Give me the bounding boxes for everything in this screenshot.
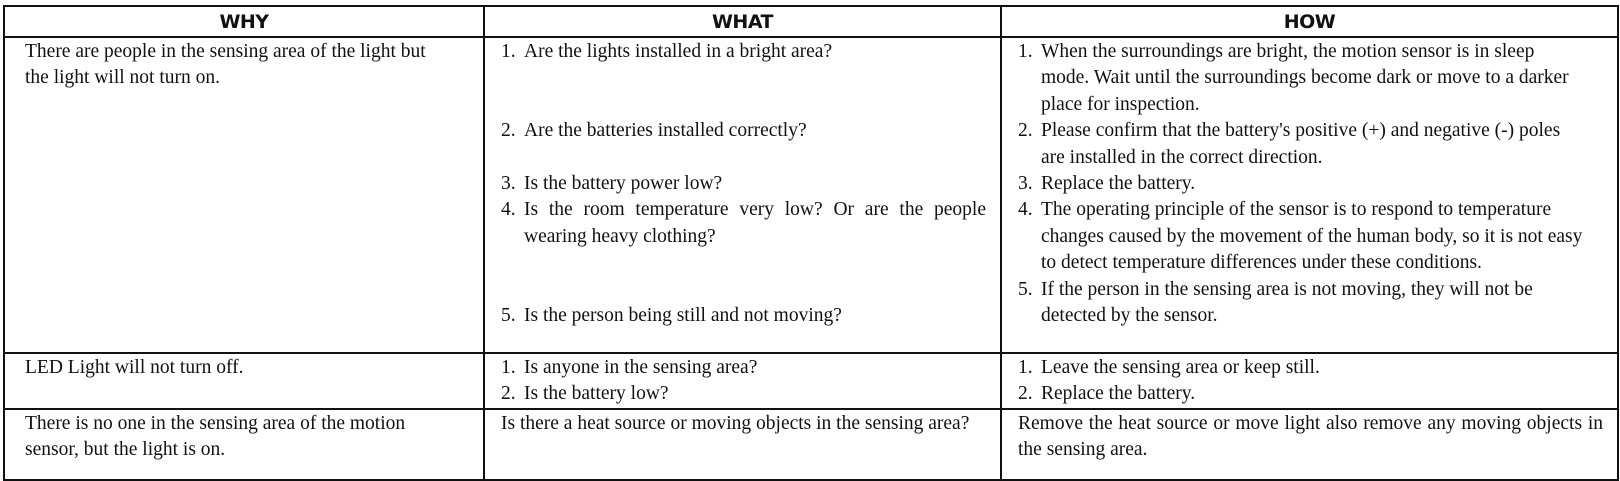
check-item bbox=[501, 118, 986, 144]
item-text: Is the battery power low? bbox=[524, 173, 723, 194]
symptom-text: There is no one in the sensing area of the motion sensor, but the light is on. bbox=[25, 412, 406, 461]
why-cell bbox=[4, 353, 484, 409]
solution-item bbox=[1018, 197, 1603, 276]
solution-item bbox=[1018, 39, 1603, 118]
check-item bbox=[501, 171, 986, 197]
why-cell bbox=[4, 409, 484, 480]
check-item bbox=[501, 381, 986, 407]
header-what: WHAT bbox=[484, 6, 1001, 37]
item-number: 3. bbox=[501, 173, 516, 194]
item-number: 2. bbox=[501, 120, 516, 142]
what-cell bbox=[484, 37, 1001, 353]
solution-text: Remove the heat source or move light also remove any moving objects in the sensing area. bbox=[1018, 412, 1603, 461]
header-how: HOW bbox=[1001, 6, 1618, 37]
solution-item bbox=[1018, 381, 1603, 407]
how-cell bbox=[1001, 353, 1618, 409]
item-number: 1. bbox=[501, 41, 516, 62]
how-cell bbox=[1001, 409, 1618, 480]
item-number: 2. bbox=[1018, 383, 1033, 405]
what-cell bbox=[484, 409, 1001, 480]
troubleshooting-table bbox=[3, 5, 1619, 481]
symptom-text: LED Light will not turn off. bbox=[25, 357, 244, 378]
check-item bbox=[501, 303, 986, 329]
item-text: Replace the battery. bbox=[1041, 383, 1196, 405]
item-text: When the surroundings are bright, the motion sensor is in sleep mode. Wait until the surroundings become dark or move to a darker place for inspection. bbox=[1041, 41, 1569, 115]
table-row bbox=[4, 353, 1618, 409]
check-item bbox=[501, 39, 986, 65]
table-row bbox=[4, 37, 1618, 353]
item-number: 3. bbox=[1018, 173, 1033, 195]
item-number: 1. bbox=[501, 357, 516, 378]
how-cell bbox=[1001, 37, 1618, 353]
item-text: Is the battery low? bbox=[524, 383, 669, 405]
solution-item bbox=[1018, 171, 1603, 197]
header-row bbox=[4, 6, 1618, 37]
item-text: Replace the battery. bbox=[1041, 173, 1196, 195]
solution-item bbox=[1018, 118, 1603, 171]
table-row bbox=[4, 409, 1618, 480]
item-text: Is the room temperature very low? Or are the people wearing heavy clothing? bbox=[524, 199, 986, 247]
item-text: The operating principle of the sensor is to respond to temperature changes caused by the movement of the human body, so it is not easy to detect temperature differences under these conditions. bbox=[1041, 199, 1583, 274]
item-number: 4. bbox=[501, 199, 516, 221]
check-item bbox=[501, 197, 986, 250]
item-text: Leave the sensing area or keep still. bbox=[1041, 357, 1320, 378]
item-number: 1. bbox=[1018, 41, 1033, 62]
item-number: 5. bbox=[1018, 278, 1033, 300]
why-cell bbox=[4, 37, 484, 353]
item-number: 5. bbox=[501, 305, 516, 327]
solution-item bbox=[1018, 277, 1603, 330]
item-text: If the person in the sensing area is not moving, they will not be detected by the sensor. bbox=[1041, 278, 1533, 327]
item-number: 2. bbox=[501, 383, 516, 405]
solution-item bbox=[1018, 355, 1603, 381]
what-cell bbox=[484, 353, 1001, 409]
symptom-text: There are people in the sensing area of the light but the light will not turn on. bbox=[25, 41, 426, 89]
item-text: Are the batteries installed correctly? bbox=[524, 120, 807, 142]
item-text: Is anyone in the sensing area? bbox=[524, 357, 758, 378]
item-number: 2. bbox=[1018, 120, 1033, 142]
check-item bbox=[501, 355, 986, 381]
item-text: Please confirm that the battery's positive (+) and negative (-) poles are installed in the correct direction. bbox=[1041, 120, 1561, 168]
header-why: WHY bbox=[4, 6, 484, 37]
item-text: Are the lights installed in a bright area? bbox=[524, 41, 833, 62]
item-number: 4. bbox=[1018, 199, 1033, 221]
item-number: 1. bbox=[1018, 357, 1033, 378]
check-text: Is there a heat source or moving objects in the sensing area? bbox=[501, 412, 970, 434]
item-text: Is the person being still and not moving? bbox=[524, 305, 842, 327]
